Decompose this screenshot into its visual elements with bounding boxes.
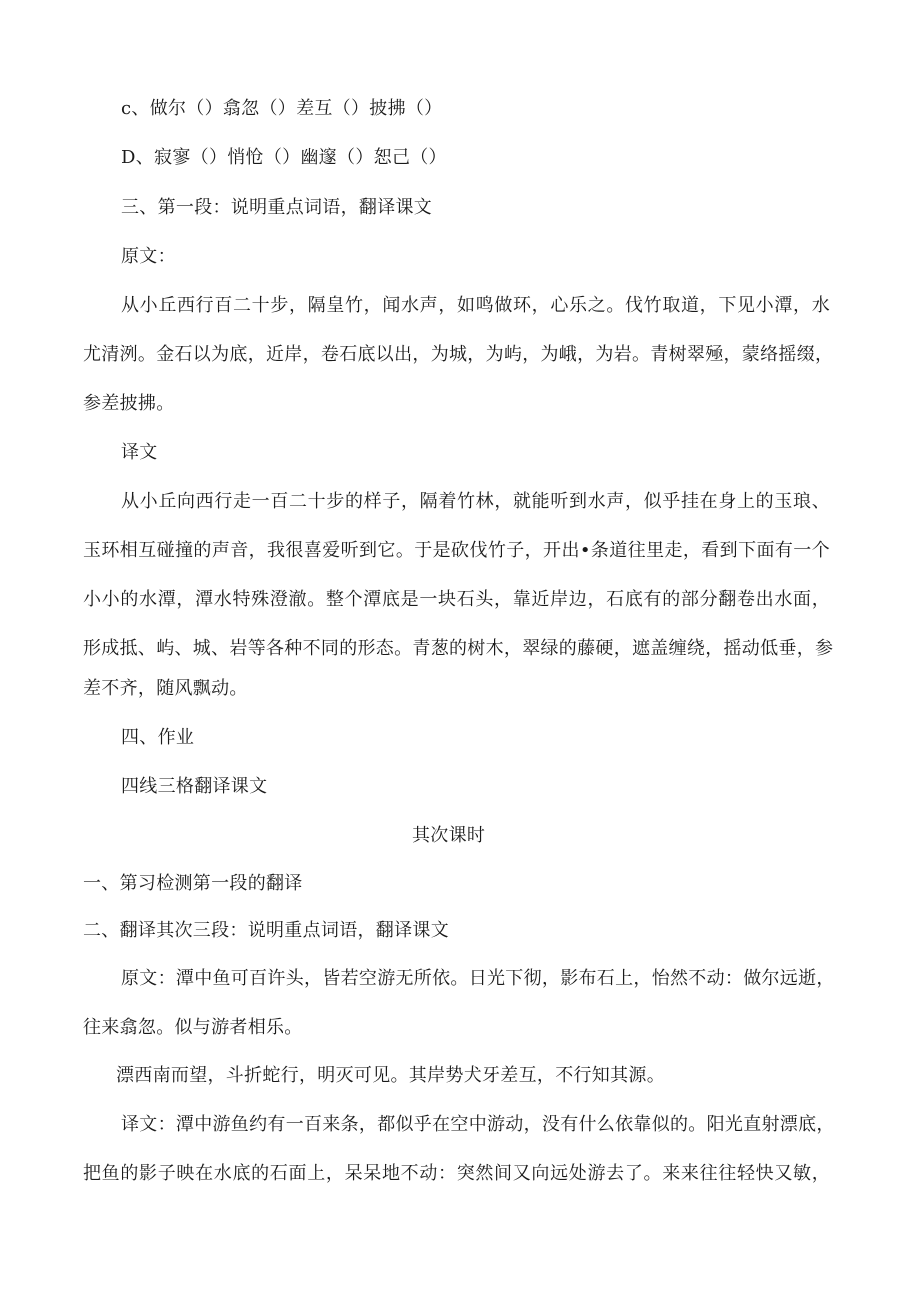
lesson2-translation-line-2: 把鱼的影子映在水底的石面上，呆呆地不动：突然间又向远处游去了。来来往往轻快又敏，	[83, 1163, 830, 1184]
exercise-c-label: c、	[121, 98, 150, 119]
exercise-d-label: D、	[121, 147, 155, 168]
lesson2-item-1: 一、第习检测第一段的翻译	[83, 873, 303, 894]
homework-text: 四线三格翻译课文	[121, 776, 268, 797]
translation-line-2: 玉环相互碰撞的声音，我很喜爱听到它。于是砍伐竹子，开出•条道往里走，看到下面有一个	[83, 540, 830, 561]
translation-line-1: 从小丘向西行走一百二十步的样子，隔着竹林，就能听到水声，似乎挂在身上的玉琅、	[121, 491, 830, 512]
original-line-2: 尤清洌。金石以为底，近岸，卷石底以出，为城，为屿，为峨，为岩。青树翠殛，蒙络摇缀，	[83, 344, 834, 365]
translation-line-5: 差不齐，随风飘动。	[83, 678, 248, 699]
lesson2-original-line-1: 原文：潭中鱼可百许头，皆若空游无所依。日光下彻，影布石上，怡然不动：做尔远逝，	[121, 968, 835, 989]
translation-label: 译文	[121, 442, 158, 463]
translation-line-3: 小小的水潭，潭水特殊澄澈。整个潭底是一块石头，靠近岸边，石底有的部分翻卷出水面，	[83, 589, 830, 610]
lesson2-original-line-3: 漂西南而望，斗折蛇行，明灭可见。其岸势犬牙差互，不行知其源。	[116, 1065, 665, 1086]
translation-line-4: 形成抵、屿、城、岩等各种不同的形态。青葱的树木，翠绿的藤硬，遮盖缠绕，摇动低垂，参	[83, 638, 834, 659]
part4-heading: 四、作业	[121, 727, 195, 748]
original-line-3: 参差披拂。	[83, 393, 175, 414]
lesson2-translation-line-1: 译文：潭中游鱼约有一百来条，都似乎在空中游动，没有什么依靠似的。阳光直射漂底，	[121, 1114, 835, 1135]
exercise-d	[121, 145, 447, 171]
lesson2-original-line-2: 往来翕忽。似与游者相乐。	[83, 1017, 303, 1038]
original-label: 原文：	[121, 246, 176, 267]
exercise-c-items: 做尔（）翕忽（）差互（）披拂（）	[149, 98, 443, 119]
lesson2-item-2: 二、翻译其次三段：说明重点词语，翻译课文	[83, 920, 449, 941]
original-line-1: 从小丘西行百二十步，隔皇竹，闻水声，如鸣做环，心乐之。伐竹取道，下见小潭，水	[121, 295, 830, 316]
exercise-d-items: 寂寥（）悄怆（）幽邃（）恕己（）	[154, 147, 447, 168]
part3-heading: 三、第一段：说明重点词语，翻译课文	[121, 197, 433, 218]
exercise-c	[121, 96, 443, 122]
lesson2-title: 其次课时	[412, 825, 486, 846]
